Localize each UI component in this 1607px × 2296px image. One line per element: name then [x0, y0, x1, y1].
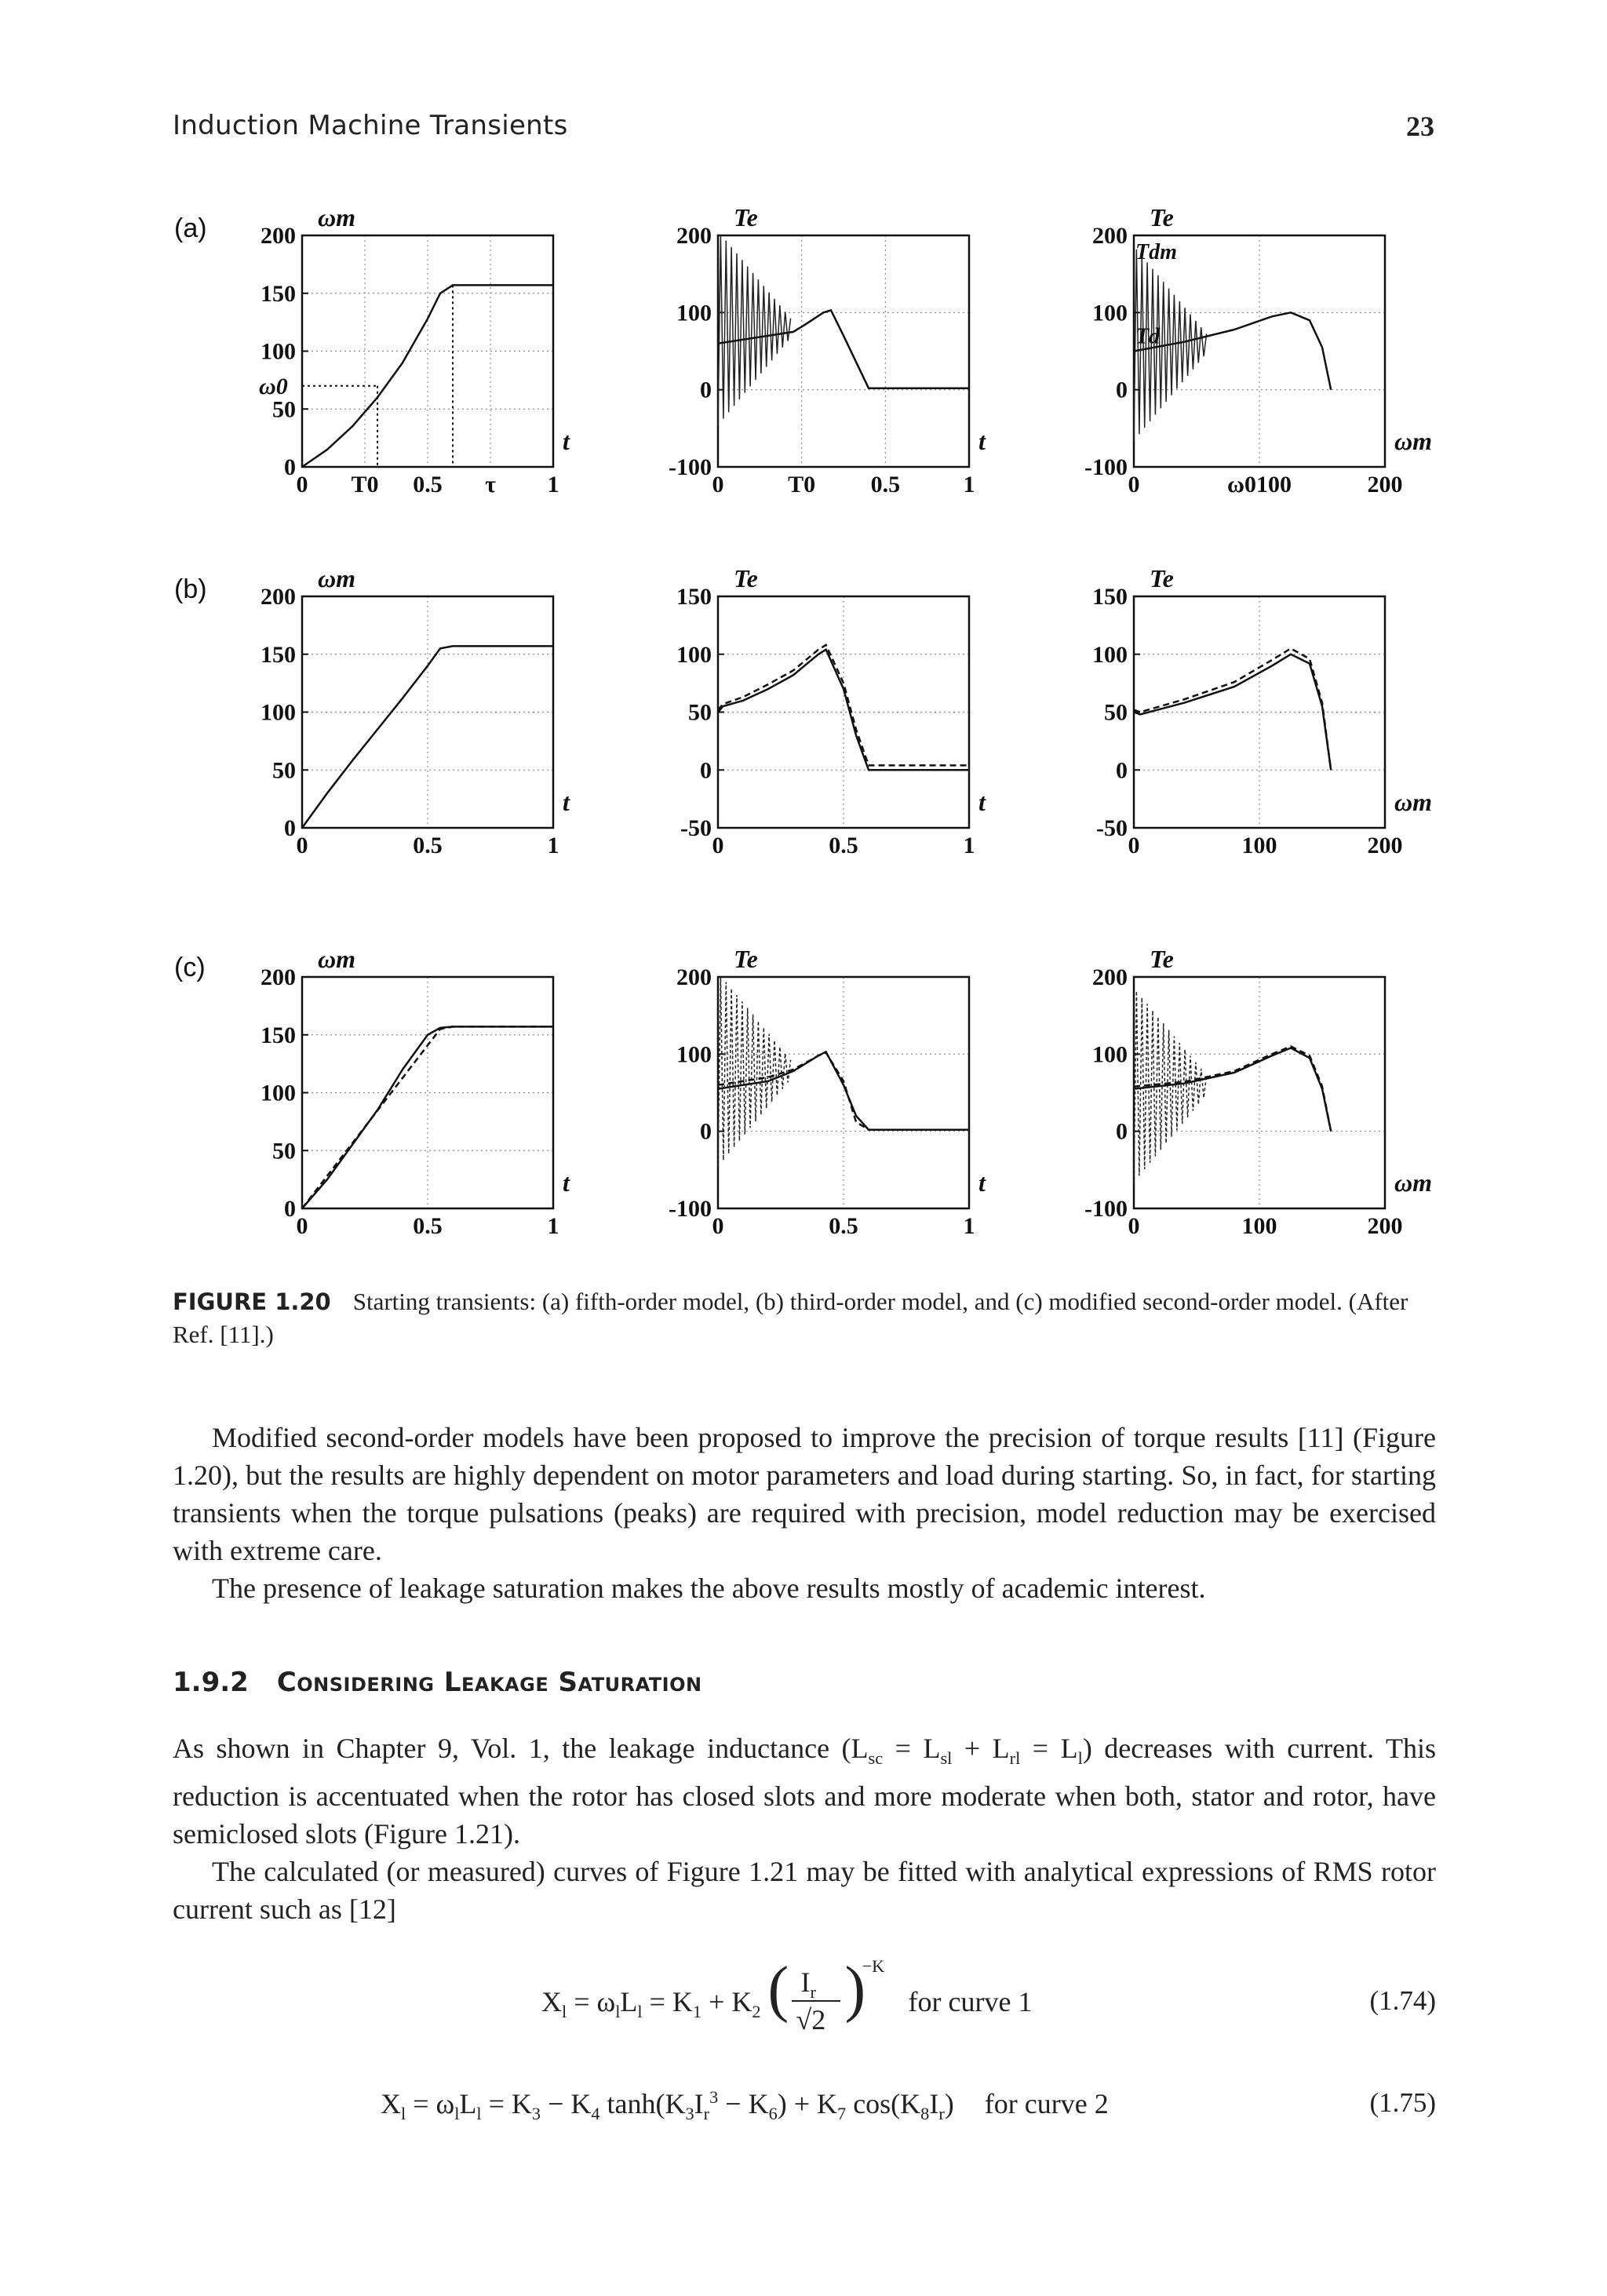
y-tick-label: 200 — [676, 964, 712, 990]
y-axis-label: ωm — [318, 203, 356, 231]
x-tick-label: 0.5 — [870, 472, 901, 497]
series-line-solid — [302, 646, 553, 828]
y-axis-label: Te — [734, 564, 758, 592]
y-tick-label: 100 — [676, 300, 712, 326]
x-tick-label: 1 — [547, 472, 559, 497]
x-tick-label: 0 — [296, 472, 308, 497]
y-tick-label: 0 — [1116, 757, 1128, 784]
y-tick-label: -50 — [680, 815, 712, 841]
y-tick-label: 100 — [676, 1041, 712, 1068]
x-tick-label: 1 — [547, 1213, 559, 1239]
y-tick-label: 50 — [1104, 699, 1128, 726]
y-axis-label: ωm — [318, 564, 356, 592]
plot-b-torque-speed — [1067, 549, 1436, 879]
y-tick-label: 200 — [261, 223, 296, 249]
y-tick-label: -100 — [669, 1196, 712, 1222]
x-axis-label: t — [978, 1168, 986, 1197]
x-axis-label: ωm — [1394, 788, 1433, 816]
x-tick-label: 0.5 — [829, 1213, 858, 1239]
x-axis-label: ωm — [1394, 427, 1433, 455]
series-line-solid — [1134, 1048, 1331, 1132]
equation-number-1-74: (1.74) — [1369, 1985, 1436, 2016]
x-tick-label: 0 — [296, 1213, 308, 1239]
x-tick-label: T0 — [351, 472, 379, 497]
x-tick-label: 0.5 — [413, 472, 443, 497]
x-tick-label: 0 — [1128, 472, 1140, 497]
equation-1-74-body: $X_l = \omega_lL_l = K_1 + K_2$ ( $I_r$ √2 ) −K for curve 1 — [541, 1954, 1033, 2035]
paragraph-2: The presence of leakage saturation makes the above results mostly of academic interest. — [212, 1573, 1206, 1604]
y-tick-label: 100 — [261, 699, 296, 726]
section-paragraphs — [173, 1729, 1436, 1928]
section-heading — [173, 1667, 702, 1698]
x-tick-label: 0.5 — [413, 1213, 443, 1239]
caption-text: Starting transients: (a) fifth-order model, (b) third-order model, and (c) modified second-order model. (After Ref. [11].) — [173, 1288, 1408, 1348]
plot-c-torque-speed — [1067, 930, 1436, 1259]
y-tick-label: 150 — [261, 641, 296, 668]
x-tick-label: 1 — [963, 472, 975, 497]
plot-b-speed — [235, 549, 604, 879]
x-tick-label: 1 — [963, 1213, 975, 1239]
x-tick-label: 0 — [712, 833, 724, 858]
x-tick-label: 0 — [712, 472, 724, 497]
axes-frame — [718, 235, 969, 467]
y-tick-label: -100 — [669, 454, 712, 480]
y-tick-label: 150 — [261, 1022, 296, 1048]
y-tick-label: 100 — [1092, 1041, 1128, 1068]
plot-c-speed — [235, 930, 604, 1259]
y-tick-label: -50 — [1096, 815, 1128, 841]
equation-number-1-75: (1.75) — [1369, 2087, 1436, 2118]
equation-fraction: ( $I_r$ √2 ) −K — [767, 1954, 885, 2035]
axes-frame — [1134, 235, 1385, 467]
y-axis-label: Te — [1150, 945, 1174, 973]
y-tick-label: 0 — [1116, 1118, 1128, 1145]
row-label-a: (a) — [174, 213, 207, 243]
plot-a-torque-speed — [1067, 188, 1436, 518]
y-axis-label: Te — [1150, 203, 1174, 231]
plot-a-speed — [235, 188, 604, 518]
y-tick-label: 50 — [272, 396, 296, 423]
section-paragraph-1: As shown in Chapter 9, Vol. 1, the leakage inductance $(L_{sc} = L_{sl} + L_{rl} = L_l)$ decreases with current. This reduction is accentuated when the rotor has closed slots and more moderate when both, stator and rotor, have semiclosed slots (Figure 1.21). — [173, 1733, 1437, 1850]
y-tick-label: 0 — [700, 377, 712, 403]
section-number: 1.9.2 — [173, 1667, 249, 1698]
equation-1-75-body: $X_l = \omega_lL_l = K_3 - K_4$ $\tanh(K_3I_r^3 - K_6) + K_7$ $\cos(K_8I_r)$ for curve 2 — [381, 2087, 1109, 2124]
y-axis-label: Te — [1150, 564, 1174, 592]
x-tick-label: 100 — [1241, 833, 1277, 858]
x-axis-label: t — [563, 427, 570, 455]
x-tick-label: 0 — [296, 833, 308, 858]
x-axis-label: t — [978, 788, 986, 816]
axes-frame — [718, 977, 969, 1208]
series-line-dashed — [302, 1026, 553, 1208]
plot-b-torque-time — [651, 549, 1020, 879]
y-tick-label: 50 — [688, 699, 712, 726]
y-tick-label: 200 — [261, 964, 296, 990]
y-tick-label: 0 — [700, 757, 712, 784]
paragraph-1: Modified second-order models have been proposed to improve the precision of torque results [11] (Figure 1.20), but the results are highly dependent on motor parameters and load during starting. So, in fact, for starting transients when the torque pulsations (peaks) are required with precision, model reduction may be exercised with extreme care. — [173, 1422, 1436, 1566]
x-tick-label: 100 — [1241, 1213, 1277, 1239]
x-tick-label: 200 — [1367, 472, 1403, 497]
x-axis-label: t — [978, 427, 986, 455]
oscillation-trace — [1134, 991, 1207, 1183]
y-tick-label: 0 — [284, 454, 296, 480]
y-tick-label: -100 — [1084, 1196, 1128, 1222]
y-tick-label: 150 — [1092, 584, 1128, 610]
x-tick-label: τ — [485, 472, 496, 497]
axes-frame — [1134, 977, 1385, 1208]
x-tick-label: 200 — [1367, 1213, 1403, 1239]
x-axis-label: ωm — [1394, 1168, 1433, 1197]
y-tick-label: 100 — [1092, 300, 1128, 326]
tdm-annotation: Tdm — [1135, 240, 1177, 264]
section-paragraph-2: The calculated (or measured) curves of Figure 1.21 may be fitted with analytical expressions of RMS rotor current such as [12] — [173, 1856, 1436, 1926]
y-tick-label: 200 — [1092, 964, 1128, 990]
y-tick-label: 0 — [284, 1196, 296, 1222]
y-tick-label: 100 — [1092, 641, 1128, 668]
row-label-b: (b) — [174, 574, 207, 604]
y-tick-label: 200 — [261, 584, 296, 610]
equation-1-75 — [173, 2072, 1436, 2142]
y-axis-label: Te — [734, 203, 758, 231]
oscillation-trace — [718, 235, 791, 425]
x-tick-label: 200 — [1367, 833, 1403, 858]
x-tick-label: 1 — [963, 833, 975, 858]
x-tick-label: 0 — [712, 1213, 724, 1239]
y-tick-label: 100 — [261, 1080, 296, 1106]
series-line-solid — [302, 285, 553, 467]
series-line-dashed — [1134, 1047, 1331, 1132]
y-tick-label: 200 — [1092, 223, 1128, 249]
y-axis-label: ωm — [318, 945, 356, 973]
td-annotation: Td — [1135, 324, 1161, 349]
figure-caption — [173, 1285, 1436, 1351]
y-tick-label: 50 — [272, 1138, 296, 1164]
body-paragraphs — [173, 1419, 1436, 1607]
x-tick-label: T0 — [788, 472, 816, 497]
row-label-c: (c) — [174, 953, 206, 982]
series-line-torque — [1134, 312, 1331, 389]
y-tick-label: 0 — [700, 1118, 712, 1145]
running-head: Induction Machine Transients — [173, 110, 568, 141]
section-title: Considering Leakage Saturation — [276, 1667, 702, 1698]
y-tick-label: 100 — [676, 641, 712, 668]
x-tick-label: 0.5 — [413, 833, 443, 858]
equation-1-74 — [173, 1954, 1436, 2048]
series-line-solid — [302, 1026, 553, 1208]
page-number: 23 — [1406, 111, 1434, 142]
x-tick-label: 0 — [1128, 1213, 1140, 1239]
y-tick-label: 150 — [261, 280, 296, 307]
x-axis-label: t — [563, 1168, 570, 1197]
oscillation-trace — [718, 977, 791, 1167]
y-axis-label: Te — [734, 945, 758, 973]
y-tick-label: 50 — [272, 757, 296, 784]
omega0-annotation: ω0 — [259, 373, 288, 399]
x-tick-label: ω0100 — [1227, 472, 1292, 497]
plot-c-torque-time — [651, 930, 1020, 1259]
y-tick-label: 0 — [284, 815, 296, 841]
x-tick-label: 0.5 — [829, 833, 858, 858]
y-tick-label: 100 — [261, 338, 296, 365]
plot-a-torque-time — [651, 188, 1020, 518]
y-tick-label: -100 — [1084, 454, 1128, 480]
y-tick-label: 200 — [676, 223, 712, 249]
y-tick-label: 150 — [676, 584, 712, 610]
y-tick-label: 0 — [1116, 377, 1128, 403]
x-axis-label: t — [563, 788, 570, 816]
x-tick-label: 0 — [1128, 833, 1140, 858]
caption-label: FIGURE 1.20 — [173, 1288, 331, 1315]
x-tick-label: 1 — [547, 833, 559, 858]
